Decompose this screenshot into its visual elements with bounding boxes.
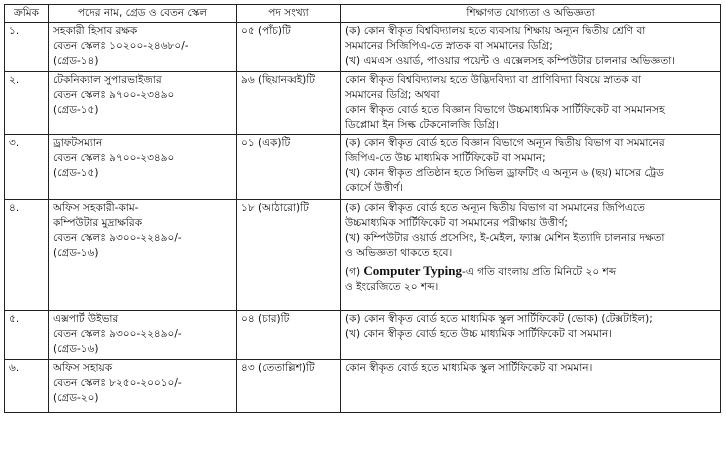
table-row: [5, 23, 721, 72]
count-cell: ০৪ (চার)টি: [237, 311, 341, 360]
qualification-line: জিপিএ-তে উচ্চ মাধ্যমিক সার্টিফিকেট বা সমমান;: [345, 152, 546, 164]
pay-scale: বেতন স্কেলঃ ৯৭০০-২৩৪৯০: [53, 89, 175, 101]
post-cell: [49, 360, 237, 413]
table-row: [5, 200, 721, 311]
pay-scale: বেতন স্কেলঃ ৯৭০০-২৩৪৯০: [53, 152, 175, 164]
header-row: [5, 5, 721, 23]
table-row: [5, 135, 721, 200]
qualification-cell: [341, 311, 721, 360]
table-row: [5, 360, 721, 413]
post-title: টেকনিক্যাল সুপারভাইজার: [53, 74, 162, 86]
pay-scale: বেতন স্কেলঃ ১০২০০-২৪৬৮০/-: [53, 40, 189, 52]
recruitment-table-page: [4, 4, 720, 413]
grade: (গ্রেড-১৪): [53, 55, 99, 67]
typing-prefix: (গ): [345, 266, 361, 278]
qualification-line: সমমানের ডিগ্রি; অথবা: [345, 89, 440, 101]
count-cell: ০১ (এক)টি: [237, 135, 341, 200]
grade: (গ্রেড-২০): [53, 392, 99, 404]
grade: (গ্রেড-১৬): [53, 247, 99, 259]
post-title: অফিস সহায়ক: [53, 362, 113, 374]
typing-english: Computer Typing: [363, 263, 463, 278]
count-cell: ৪৩ (তেতাল্লিশ)টি: [237, 360, 341, 413]
qualification-line: (খ) কোন স্বীকৃত বোর্ড হতে উচ্চ মাধ্যমিক সার্টিফিকেট বা সমমান।: [345, 328, 612, 340]
serial-cell: ১.: [5, 23, 49, 72]
qualification-line: কোন স্বীকৃত বিশ্ববিদ্যালয় হতে উদ্ভিদবিদ্যা বা প্রাণিবিদ্যা বিষয়ে স্নাতক বা: [345, 74, 641, 86]
qualification-line: কোন স্বীকৃত বোর্ড হতে বিজ্ঞান বিভাগে উচ্চমাধ্যমিক সার্টিফিকেট বা সমমানসহ: [345, 104, 665, 116]
qualification-line: সমমানের সিজিপিএ-তে স্নাতক বা সমমানের ডিগ্রি;: [345, 40, 553, 52]
pay-scale: বেতন স্কেলঃ ৯৩০০-২২৪৯০/-: [53, 232, 182, 244]
serial-cell: ৫.: [5, 311, 49, 360]
grade: (গ্রেড-১৬): [53, 343, 99, 355]
pay-scale: বেতন স্কেলঃ ৮২৫০-২০০১০/-: [53, 377, 182, 389]
grade: (গ্রেড-১৫): [53, 167, 99, 179]
serial-cell: ৪.: [5, 200, 49, 311]
qualification-line: ও ইংরেজিতে ২০ শব্দ।: [345, 281, 439, 293]
count-cell: ৯৬ (ছিয়ানব্বই)টি: [237, 72, 341, 135]
qualification-line: ডিপ্লোমা ইন সিল্ক টেকনোলজি ডিগ্রি।: [345, 119, 499, 131]
qualification-line: কোর্সে উত্তীর্ণ।: [345, 182, 403, 194]
post-title: ড্রাফটসম্যান: [53, 137, 103, 149]
qualification-cell: [341, 135, 721, 200]
post-cell: [49, 23, 237, 72]
serial-cell: ৩.: [5, 135, 49, 200]
qualification-line: (খ) কোন স্বীকৃত প্রতিষ্ঠান হতে সিভিল ড্রাফটিং এ অন্যূন ৬ (ছয়) মাসের ট্রেড: [345, 167, 664, 179]
qualification-line: (ক) কোন স্বীকৃত বোর্ড হতে অন্যূন দ্বিতীয় বিভাগ বা সমমানের জিপিএতে: [345, 202, 645, 214]
count-cell: ০৫ (পাঁচ)টি: [237, 23, 341, 72]
qualification-line: (খ) কম্পিউটার ওয়ার্ড প্রসেসিং, ই-মেইল, ফ্যাক্স মেশিন ইত্যাদি চালনার দক্ষতা: [345, 232, 665, 244]
recruitment-table: [4, 4, 721, 413]
qualification-line: (ক) কোন স্বীকৃত বোর্ড হতে মাধ্যমিক স্কুল সার্টিফিকেট (ভোক) (টেক্সটাইল);: [345, 313, 653, 325]
serial-cell: ২.: [5, 72, 49, 135]
qualification-line: কোন স্বীকৃত বোর্ড হতে মাধ্যমিক স্কুল সার্টিফিকেট বা সমমান।: [345, 362, 593, 374]
qualification-line: (খ) এমএস ওয়ার্ড, পাওয়ার পয়েন্ট ও এক্সেলসহ কম্পিউটার চালনার অভিজ্ঞতা।: [345, 55, 676, 67]
post-cell: [49, 200, 237, 311]
count-cell: ১৮ (আঠারো)টি: [237, 200, 341, 311]
qualification-cell: [341, 23, 721, 72]
header-serial: ক্রমিক: [5, 5, 49, 23]
grade: (গ্রেড-১৫): [53, 104, 99, 116]
qualification-line: (ক) কোন স্বীকৃত বোর্ড হতে বিজ্ঞান বিভাগে অন্যূন দ্বিতীয় বিভাগ বা সমমানের: [345, 137, 665, 149]
qualification-line: (ক) কোন স্বীকৃত বিশ্ববিদ্যালয় হতে ব্যবসায় শিক্ষায় অন্যূন দ্বিতীয় শ্রেণি বা: [345, 25, 646, 37]
qualification-line: উচ্চমাধ্যমিক সার্টিফিকেট বা সমমানের পরীক্ষায় উত্তীর্ণ;: [345, 217, 568, 229]
typing-rest: -এ গতি বাংলায় প্রতি মিনিটে ২০ শব্দ: [462, 266, 617, 278]
header-qualification: শিক্ষাগত যোগ্যতা ও অভিজ্ঞতা: [341, 5, 721, 23]
header-count: পদ সংখ্যা: [237, 5, 341, 23]
table-row: [5, 72, 721, 135]
post-title: সহকারী হিসাব রক্ষক: [53, 25, 138, 37]
post-cell: [49, 72, 237, 135]
qualification-line-typing: [345, 263, 716, 280]
qualification-cell: [341, 200, 721, 311]
post-cell: [49, 135, 237, 200]
serial-cell: ৬.: [5, 360, 49, 413]
post-title-cont: কম্পিউটার মুদ্রাক্ষরিক: [53, 217, 143, 229]
qualification-line: ও অভিজ্ঞতা থাকতে হবে।: [345, 247, 453, 259]
qualification-cell: [341, 72, 721, 135]
post-title: এক্সপার্ট উইভার: [53, 313, 119, 325]
pay-scale: বেতন স্কেলঃ ৯৩০০-২২৪৯০/-: [53, 328, 182, 340]
post-title: অফিস সহকারী-কাম-: [53, 202, 139, 214]
table-row: [5, 311, 721, 360]
header-post: পদের নাম, গ্রেড ও বেতন স্কেল: [49, 5, 237, 23]
qualification-cell: [341, 360, 721, 413]
post-cell: [49, 311, 237, 360]
